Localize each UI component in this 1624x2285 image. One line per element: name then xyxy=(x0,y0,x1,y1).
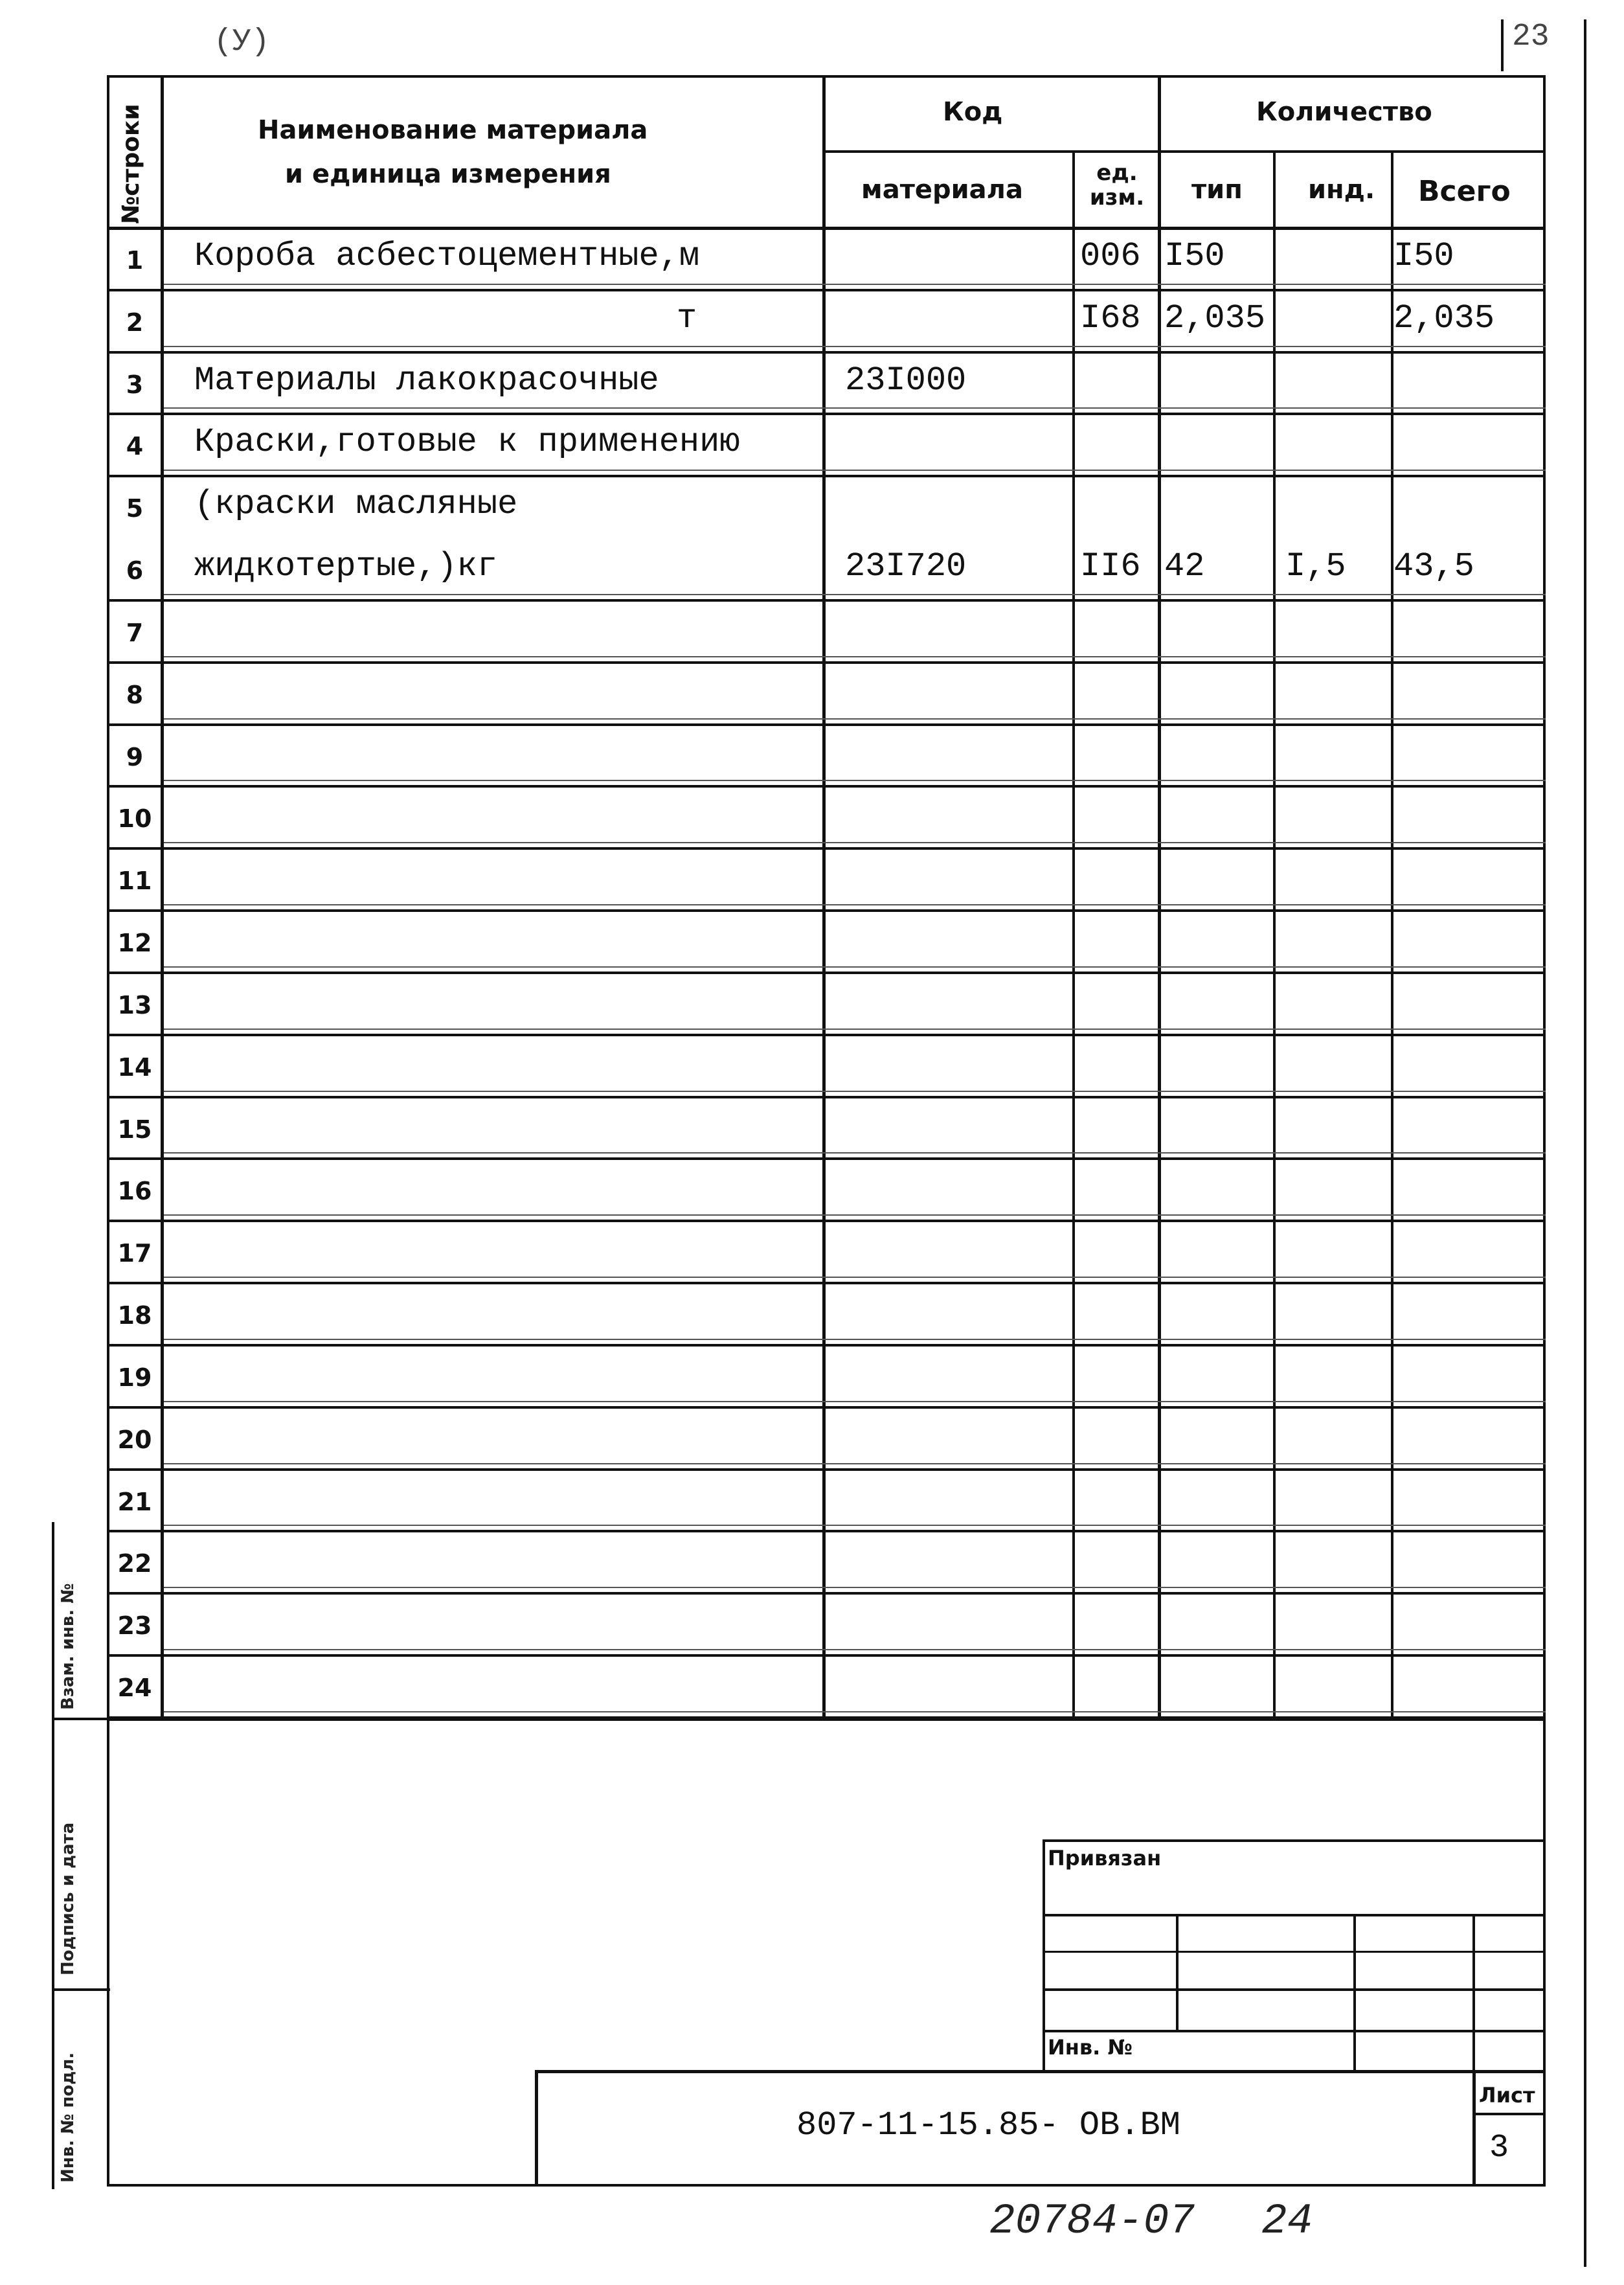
row-separator-inner xyxy=(164,346,1546,347)
header-row-number: №строки xyxy=(118,104,144,224)
row-separator xyxy=(107,1654,1546,1657)
row-separator-inner xyxy=(164,1277,1546,1278)
row-separator-inner xyxy=(164,284,1546,285)
header-bottom-line xyxy=(107,227,1546,230)
handwritten-page: 24 xyxy=(1261,2197,1313,2245)
row-separator-inner xyxy=(164,1711,1546,1712)
col-line-ind xyxy=(1391,150,1393,1720)
binding-line-1 xyxy=(52,1718,110,1720)
header-quantity: Количество xyxy=(1256,97,1432,127)
side-label-vzam: Взам. инв. № xyxy=(58,1583,78,1710)
row-separator xyxy=(107,1468,1546,1471)
header-name-line2: и единица измерения xyxy=(285,159,611,189)
header-qty-type: тип xyxy=(1191,175,1243,205)
stamp-line-2 xyxy=(1043,1951,1546,1953)
row-separator xyxy=(107,1157,1546,1160)
stamp-left-line xyxy=(1043,1839,1045,2073)
row-separator xyxy=(107,972,1546,974)
row-separator-inner xyxy=(164,780,1546,781)
row-separator xyxy=(107,1282,1546,1284)
col-line-unit xyxy=(1158,75,1161,1720)
row-number: 6 xyxy=(126,556,144,585)
stamp-line-4 xyxy=(1043,2030,1546,2032)
row-separator-inner xyxy=(164,1029,1546,1030)
row-number: 17 xyxy=(117,1239,152,1268)
cell-unit: I68 xyxy=(1080,299,1141,337)
col-line-code xyxy=(1072,150,1075,1720)
row-separator-inner xyxy=(164,470,1546,471)
row-number: 7 xyxy=(126,619,144,647)
cell-name: т xyxy=(677,299,697,337)
stamp-col-1 xyxy=(1176,1914,1179,2030)
cell-name: Краски,готовые к применению xyxy=(194,423,740,461)
row-separator-inner xyxy=(164,1525,1546,1526)
header-mid-line xyxy=(822,150,1546,153)
stamp-tied-label: Привязан xyxy=(1048,1846,1162,1870)
row-separator-inner xyxy=(164,656,1546,657)
sheet-number-top: 23 xyxy=(1512,19,1550,54)
row-separator-inner xyxy=(164,407,1546,409)
row-number: 14 xyxy=(117,1053,152,1082)
row-number: 11 xyxy=(117,867,152,895)
stamp-line-1 xyxy=(1043,1914,1546,1916)
side-label-podpis: Подпись и дата xyxy=(58,1822,78,1975)
cell-type: 2,035 xyxy=(1164,299,1266,337)
cell-type: I50 xyxy=(1164,237,1225,275)
cell-total: 43,5 xyxy=(1393,547,1474,585)
row-number: 3 xyxy=(126,370,144,399)
row-separator-inner xyxy=(164,594,1546,595)
row-number: 4 xyxy=(126,432,144,460)
row-separator xyxy=(107,1096,1546,1098)
header-name-line1: Наименование материала xyxy=(258,115,648,145)
row-number: 12 xyxy=(117,929,152,957)
row-separator xyxy=(107,723,1546,726)
binding-strip-line xyxy=(52,1522,54,2189)
row-number: 5 xyxy=(126,494,144,523)
cell-name: Короба асбестоцементные,м xyxy=(194,237,700,275)
row-separator-inner xyxy=(164,718,1546,720)
top-mark: (У) xyxy=(214,25,270,60)
cell-code: 23I000 xyxy=(845,361,967,400)
header-qty-ind: инд. xyxy=(1308,175,1375,205)
page-right-edge xyxy=(1584,19,1586,2267)
stamp-line-3 xyxy=(1043,1988,1546,1991)
row-number: 15 xyxy=(117,1115,152,1144)
row-separator xyxy=(107,661,1546,664)
title-block-sheet-line xyxy=(1472,2070,1476,2187)
side-label-inv-podl: Инв. № подл. xyxy=(58,2052,78,2183)
row-separator-inner xyxy=(164,1152,1546,1154)
handwritten-code: 20784-07 xyxy=(989,2197,1195,2245)
row-separator-inner xyxy=(164,904,1546,905)
row-separator xyxy=(107,909,1546,912)
row-number: 21 xyxy=(117,1488,152,1516)
row-separator xyxy=(107,847,1546,850)
row-number: 8 xyxy=(126,681,144,709)
row-number: 10 xyxy=(117,804,152,833)
row-number: 20 xyxy=(117,1426,152,1454)
row-separator-inner xyxy=(164,1463,1546,1464)
row-separator xyxy=(107,1716,1546,1719)
cell-unit: 006 xyxy=(1080,237,1141,275)
title-block-top-line xyxy=(535,2070,1546,2073)
col-line-type xyxy=(1273,150,1276,1720)
title-block-left-line xyxy=(535,2070,538,2187)
sheet-value: 3 xyxy=(1489,2130,1509,2166)
stamp-inv-label: Инв. № xyxy=(1048,2035,1133,2060)
header-qty-total: Всего xyxy=(1418,175,1511,208)
cell-ind: I,5 xyxy=(1285,547,1346,585)
cell-code: 23I720 xyxy=(845,547,967,585)
row-separator-inner xyxy=(164,1214,1546,1216)
row-separator xyxy=(107,1220,1546,1222)
row-number: 1 xyxy=(126,246,144,275)
row-number: 23 xyxy=(117,1611,152,1640)
row-separator xyxy=(107,1530,1546,1532)
row-separator xyxy=(107,475,1546,477)
row-separator xyxy=(107,351,1546,354)
cell-type: 42 xyxy=(1164,547,1205,585)
row-separator xyxy=(107,1406,1546,1409)
cell-name: Материалы лакокрасочные xyxy=(194,361,659,400)
stamp-top-line xyxy=(1043,1839,1546,1842)
row-separator-inner xyxy=(164,842,1546,843)
row-number: 19 xyxy=(117,1363,152,1392)
row-separator-inner xyxy=(164,1587,1546,1588)
row-separator xyxy=(107,785,1546,788)
row-number: 2 xyxy=(126,308,144,337)
header-code-material: материала xyxy=(861,175,1023,205)
row-separator xyxy=(107,289,1546,291)
header-code: Код xyxy=(943,97,1003,127)
document-code: 807-11-15.85- ОВ.ВМ xyxy=(796,2106,1180,2144)
row-separator-inner xyxy=(164,1649,1546,1650)
row-number: 24 xyxy=(117,1674,152,1702)
row-separator xyxy=(107,599,1546,602)
row-separator xyxy=(107,1034,1546,1036)
stamp-col-3 xyxy=(1472,1914,1475,2073)
stamp-col-2 xyxy=(1353,1914,1356,2073)
col-line-name xyxy=(822,75,826,1720)
sheet-label: Лист xyxy=(1479,2083,1535,2108)
row-separator-inner xyxy=(164,1401,1546,1402)
row-separator-inner xyxy=(164,1091,1546,1092)
row-separator-inner xyxy=(164,966,1546,968)
cell-name: жидкотертые,)кг xyxy=(194,547,498,585)
row-number: 16 xyxy=(117,1177,152,1205)
row-separator xyxy=(107,1592,1546,1595)
row-separator xyxy=(107,413,1546,415)
cell-total: 2,035 xyxy=(1393,299,1495,337)
cell-unit: II6 xyxy=(1080,547,1141,585)
top-right-divider xyxy=(1501,19,1504,71)
header-code-unit: ед. изм. xyxy=(1089,160,1145,210)
title-block-sheet-mid xyxy=(1472,2113,1546,2115)
binding-line-2 xyxy=(52,1988,110,1991)
row-number: 9 xyxy=(126,743,144,771)
row-number: 13 xyxy=(117,991,152,1019)
cell-total: I50 xyxy=(1393,237,1454,275)
row-number: 22 xyxy=(117,1549,152,1578)
col-line-num xyxy=(161,75,164,1720)
row-number: 18 xyxy=(117,1301,152,1330)
row-separator xyxy=(107,1344,1546,1347)
cell-name: (краски масляные xyxy=(194,485,518,523)
row-separator-inner xyxy=(164,1339,1546,1340)
